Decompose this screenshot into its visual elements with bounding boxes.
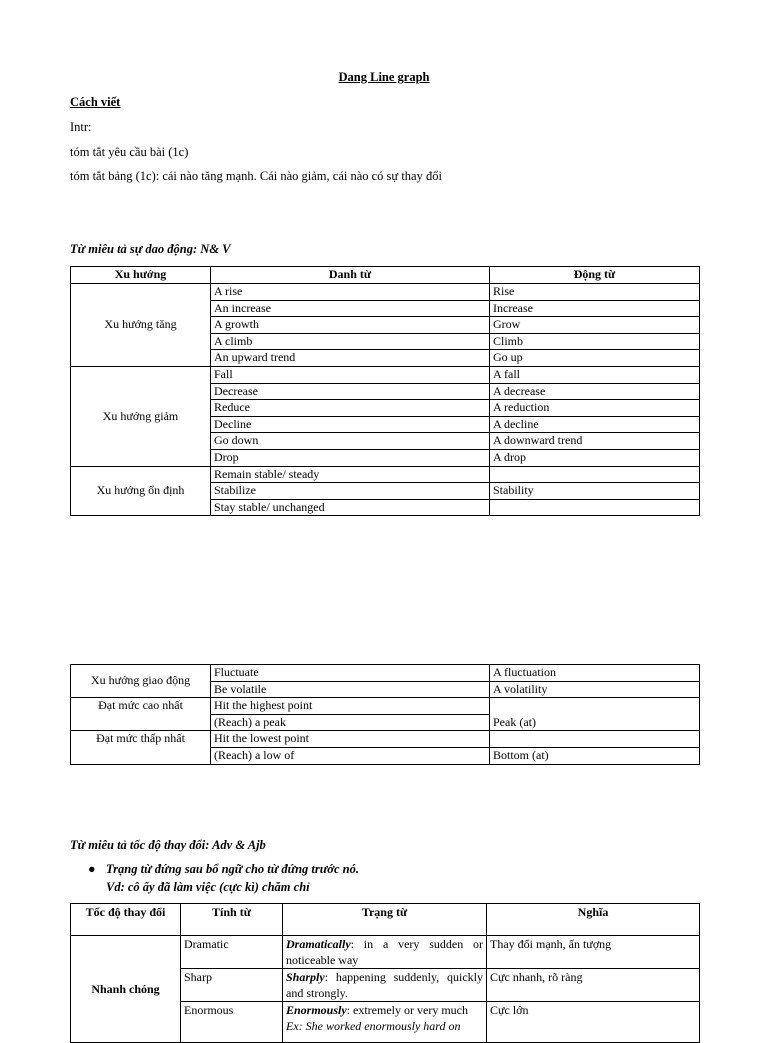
verb-cell <box>490 466 700 483</box>
term-cell: A fluctuation <box>490 665 700 682</box>
verb-cell: A decline <box>490 416 700 433</box>
verb-cell: A reduction <box>490 400 700 417</box>
noun-cell: A climb <box>211 333 490 350</box>
column-header: Tốc độ thay đổi <box>71 904 181 936</box>
adjective-cell: Dramatic <box>181 936 283 969</box>
bullet-dot: ● <box>88 862 96 876</box>
term-cell: A volatility <box>490 681 700 698</box>
noun-cell: Stabilize <box>211 483 490 500</box>
term-cell: Peak (at) <box>490 698 700 731</box>
verb-cell: Stability <box>490 483 700 500</box>
column-header: Động từ <box>490 267 700 284</box>
bullet-text: Trạng từ đứng sau bổ ngữ cho từ đứng trước nó. <box>106 862 359 876</box>
trend-group-label: Đạt mức thấp nhất <box>71 731 211 764</box>
table-header-row <box>71 267 700 284</box>
column-header: Danh từ <box>211 267 490 284</box>
table-row <box>71 698 700 715</box>
adverb-cell <box>283 936 487 969</box>
table-row <box>71 665 700 682</box>
verb-cell: Increase <box>490 300 700 317</box>
trend-group-label: Xu hướng ổn định <box>71 466 211 516</box>
noun-cell: Decrease <box>211 383 490 400</box>
table-row <box>71 466 700 483</box>
verb-cell: Go up <box>490 350 700 367</box>
table-row <box>71 731 700 748</box>
adverb-definition: : in a very sudden or noticeable way <box>286 937 483 967</box>
verb-cell: A decrease <box>490 383 700 400</box>
speed-group-label: Nhanh chóng <box>71 936 181 1043</box>
table-row <box>71 936 700 969</box>
noun-cell: A growth <box>211 317 490 334</box>
term-cell <box>490 731 700 748</box>
verb-cell: A fall <box>490 366 700 383</box>
verb-cell: Climb <box>490 333 700 350</box>
trend-group-label: Xu hướng giảm <box>71 366 211 466</box>
table-row <box>71 284 700 301</box>
trend-group-label: Đạt mức cao nhất <box>71 698 211 731</box>
table-header-row <box>71 904 700 936</box>
table-row <box>71 366 700 383</box>
noun-cell: Reduce <box>211 400 490 417</box>
adverb-definition: : extremely or very much <box>346 1003 468 1017</box>
verb-cell <box>490 499 700 516</box>
intro-line: Intr: <box>70 120 92 134</box>
term-cell: Bottom (at) <box>490 747 700 764</box>
adverb-cell <box>283 1002 487 1043</box>
adverb-cell <box>283 969 487 1002</box>
verb-cell: A drop <box>490 449 700 466</box>
trend-vocabulary-table <box>70 266 700 516</box>
adverb-example: Ex: She worked enormously hard on <box>286 1019 461 1033</box>
term-cell: Be volatile <box>211 681 490 698</box>
adverb-definition: : happening suddenly, quickly and strongly. <box>286 970 483 1000</box>
noun-cell: Stay stable/ unchanged <box>211 499 490 516</box>
column-header: Trạng từ <box>283 904 487 936</box>
how-to-heading: Cách viết <box>70 95 121 109</box>
meaning-cell: Cực lớn <box>487 1002 700 1043</box>
noun-cell: Fall <box>211 366 490 383</box>
column-header: Nghĩa <box>487 904 700 936</box>
adverb-term: Sharply <box>286 970 325 984</box>
adverb-term: Dramatically <box>286 937 351 951</box>
document-title: Dang Line graph <box>338 70 430 84</box>
noun-cell: Drop <box>211 449 490 466</box>
term-cell: (Reach) a peak <box>211 714 490 731</box>
noun-cell: A rise <box>211 284 490 301</box>
bullet-example: Vd: cô ấy đã làm việc (cực kì) chăm chỉ <box>106 880 310 894</box>
verb-cell: Rise <box>490 284 700 301</box>
meaning-cell: Cực nhanh, rõ ràng <box>487 969 700 1002</box>
intro-line: tóm tắt yêu cầu bài (1c) <box>70 145 189 159</box>
term-cell: Hit the highest point <box>211 698 490 715</box>
intro-line: tóm tắt bảng (1c): cái nào tăng mạnh. Cái nào giảm, cái nào có sự thay đổi <box>70 169 442 183</box>
term-cell: (Reach) a low of <box>211 747 490 764</box>
speed-vocabulary-table <box>70 903 700 1043</box>
verb-cell: Grow <box>490 317 700 334</box>
adjective-cell: Enormous <box>181 1002 283 1043</box>
column-header: Xu hướng <box>71 267 211 284</box>
noun-cell: An upward trend <box>211 350 490 367</box>
verb-cell: A downward trend <box>490 433 700 450</box>
column-header: Tính từ <box>181 904 283 936</box>
term-cell: Hit the lowest point <box>211 731 490 748</box>
meaning-cell: Thay đổi mạnh, ấn tượng <box>487 936 700 969</box>
noun-cell: An increase <box>211 300 490 317</box>
term-cell: Fluctuate <box>211 665 490 682</box>
noun-cell: Decline <box>211 416 490 433</box>
noun-cell: Go down <box>211 433 490 450</box>
trend-group-label: Xu hướng giao động <box>71 665 211 698</box>
noun-cell: Remain stable/ steady <box>211 466 490 483</box>
adverb-term: Enormously <box>286 1003 347 1017</box>
section-heading-speed: Từ miêu tả tốc độ thay đổi: Adv & Ajb <box>70 838 266 852</box>
fluctuation-peak-table <box>70 664 700 765</box>
adjective-cell: Sharp <box>181 969 283 1002</box>
trend-group-label: Xu hướng tăng <box>71 284 211 367</box>
section-heading-nv: Từ miêu tả sự dao động: N& V <box>70 242 231 256</box>
